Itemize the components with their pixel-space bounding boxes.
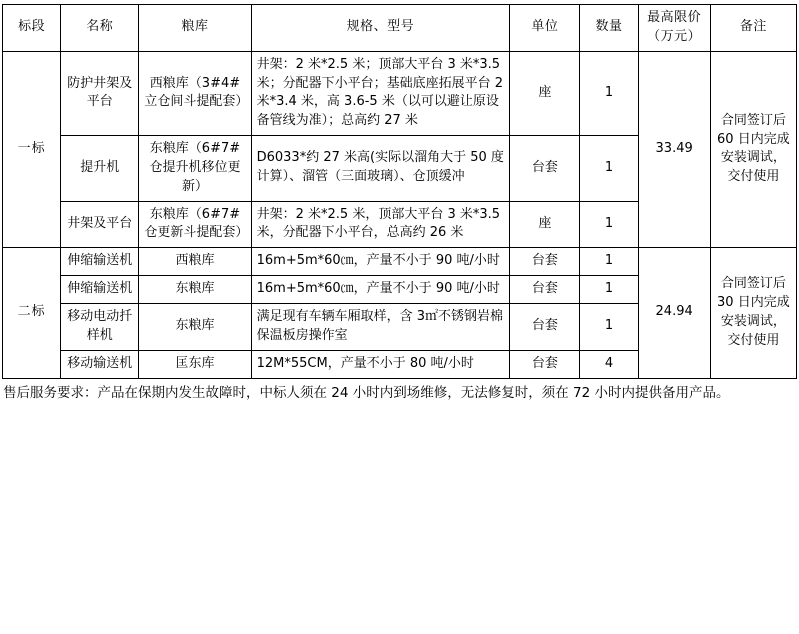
item-depot: 东粮库（6#7#仓更新斗提配套） (139, 201, 251, 248)
item-quantity: 1 (580, 51, 638, 135)
item-name: 提升机 (61, 136, 139, 202)
lot-cell: 一标 (3, 51, 61, 248)
item-name: 移动输送机 (61, 350, 139, 378)
item-unit: 台套 (510, 248, 580, 276)
item-spec: 井架：2 米*2.5 米；顶部大平台 3 米*3.5 米；分配器下小平台；基础底座拓展平台 2 米*3.4 米，高 3.6-5 米（以可以避让原设备管线为准）；总高约 27 米 (251, 51, 510, 135)
table-body (3, 51, 797, 378)
item-spec: 16m+5m*60㎝，产量不小于 90 吨/小时 (251, 276, 510, 304)
column-header-name: 名称 (61, 5, 139, 52)
item-unit: 台套 (510, 136, 580, 202)
item-quantity: 1 (580, 303, 638, 350)
after-sales-footnote: 售后服务要求：产品在保期内发生故障时，中标人须在 24 小时内到场维修，无法修复时，须在 72 小时内提供备用产品。 (3, 384, 730, 401)
item-depot: 东粮库 (139, 276, 251, 304)
item-name: 井架及平台 (61, 201, 139, 248)
table-row (3, 51, 797, 135)
column-header-quantity: 数量 (580, 5, 638, 52)
item-name: 防护井架及平台 (61, 51, 139, 135)
column-header-unit: 单位 (510, 5, 580, 52)
column-header-lot: 标段 (3, 5, 61, 52)
item-spec: 满足现有车辆车厢取样，含 3㎡不锈钢岩棉保温板房操作室 (251, 303, 510, 350)
table-header-row (3, 5, 797, 52)
item-depot: 匡东库 (139, 350, 251, 378)
item-depot: 西粮库（3#4#立仓间斗提配套） (139, 51, 251, 135)
lot-remark: 合同签订后 30 日内完成安装调试，交付使用 (710, 248, 796, 378)
item-quantity: 1 (580, 136, 638, 202)
item-name: 伸缩输送机 (61, 276, 139, 304)
item-quantity: 1 (580, 276, 638, 304)
item-name: 移动电动扦样机 (61, 303, 139, 350)
column-header-max-price: 最高限价（万元） (638, 5, 710, 52)
item-quantity: 1 (580, 201, 638, 248)
item-spec: 16m+5m*60㎝，产量不小于 90 吨/小时 (251, 248, 510, 276)
item-quantity: 1 (580, 248, 638, 276)
bid-items-table (2, 4, 797, 379)
lot-max-price: 33.49 (638, 51, 710, 248)
column-header-spec: 规格、型号 (251, 5, 510, 52)
item-depot: 东粮库（6#7#仓提升机移位更新） (139, 136, 251, 202)
lot-remark: 合同签订后 60 日内完成安装调试，交付使用 (710, 51, 796, 248)
item-spec: D6033*约 27 米高(实际以溜角大于 50 度计算）、溜管（三面玻璃）、仓顶缓冲 (251, 136, 510, 202)
item-spec: 井架：2 米*2.5 米，顶部大平台 3 米*3.5 米，分配器下小平台，总高约 26 米 (251, 201, 510, 248)
column-header-depot: 粮库 (139, 5, 251, 52)
table-header (3, 5, 797, 52)
item-unit: 台套 (510, 303, 580, 350)
table-row (3, 248, 797, 276)
item-depot: 西粮库 (139, 248, 251, 276)
item-unit: 台套 (510, 276, 580, 304)
column-header-remark: 备注 (710, 5, 796, 52)
item-spec: 12M*55CM，产量不小于 80 吨/小时 (251, 350, 510, 378)
lot-max-price: 24.94 (638, 248, 710, 378)
item-unit: 座 (510, 51, 580, 135)
item-depot: 东粮库 (139, 303, 251, 350)
item-name: 伸缩输送机 (61, 248, 139, 276)
item-unit: 台套 (510, 350, 580, 378)
item-unit: 座 (510, 201, 580, 248)
item-quantity: 4 (580, 350, 638, 378)
lot-cell: 二标 (3, 248, 61, 378)
